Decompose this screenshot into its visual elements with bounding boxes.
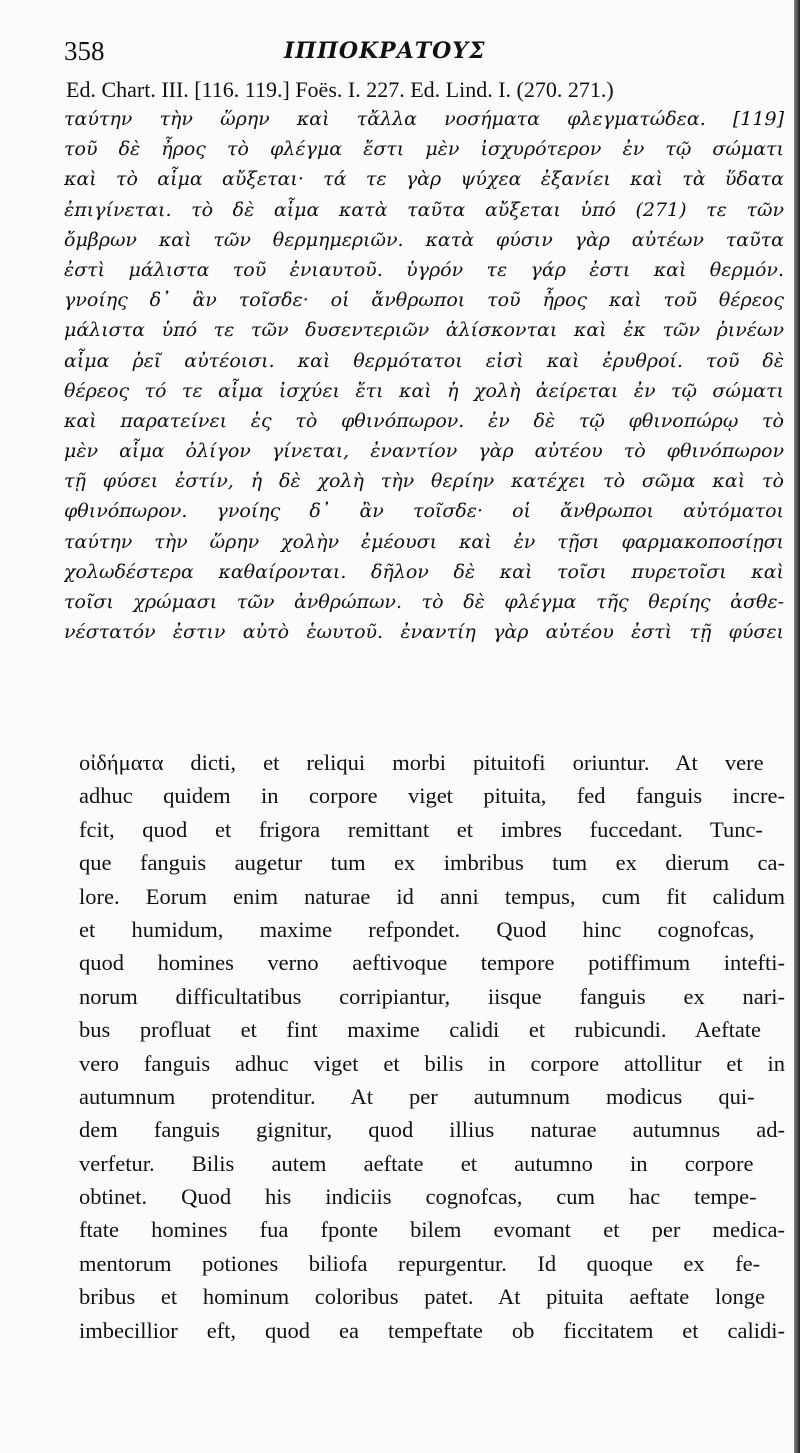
latin-text-line: bribus et hominum coloribus patet. At pituita aeftate longe	[79, 1284, 765, 1310]
latin-text-line: bus profluat et fint maxime calidi et rubicundi. Aeftate	[79, 1017, 762, 1043]
latin-text-line: mentorum potiones biliofa repurgentur. Id quoque ex fe-	[79, 1250, 761, 1276]
greek-text-line: ταύτην τὴν ὥρην καὶ τἄλλα νοσήματα φλεγματώδεα. [119]	[64, 108, 784, 130]
greek-text-line: τῇ φύσει ἐστίν, ἡ δὲ χολὴ τὴν θερίην κατέχει τὸ σῶμα καὶ τὸ	[64, 470, 784, 493]
greek-text-line: χολωδέστερα καθαίρονται. δῆλον δὲ καὶ τοῖσι πυρετοῖσι καὶ	[64, 560, 784, 583]
latin-text-line: fcit, quod et frigora remittant et imbres fuccedant. Tunc-	[79, 816, 763, 842]
latin-text-line: imbecillior eft, quod ea tempeftate ob ficcitatem et calidi-	[79, 1317, 785, 1343]
greek-text-block	[64, 104, 784, 647]
scan-edge	[794, 0, 800, 1453]
latin-text-line: adhuc quidem in corpore viget pituita, fed fanguis incre-	[79, 783, 785, 809]
latin-text-line: οἰδήματα dicti, et reliqui morbi pituitofi oriuntur. At vere	[79, 750, 764, 775]
latin-text-line: ftate homines fua fponte bilem evomant et per medica-	[79, 1217, 785, 1243]
latin-translation-block	[79, 746, 785, 1347]
greek-text-line: καὶ παρατείνει ἐς τὸ φθινόπωρον. ἐν δὲ τῷ φθινοπώρῳ τὸ	[64, 409, 784, 432]
latin-text-line: verfetur. Bilis autem aeftate et autumno in corpore	[79, 1150, 754, 1176]
greek-text-line: ἐστὶ μάλιστα τοῦ ἐνιαυτοῦ. ὑγρόν τε γάρ ἐστι καὶ θερμόν.	[64, 258, 784, 281]
latin-text-line: obtinet. Quod his indiciis cognofcas, cum hac tempe-	[79, 1184, 757, 1210]
latin-text-line: dem fanguis gignitur, quod illius naturae autumnus ad-	[79, 1117, 785, 1143]
latin-text-line: et humidum, maxime refpondet. Quod hinc cognofcas,	[79, 916, 755, 942]
latin-text-line: que fanguis augetur tum ex imbribus tum ex dierum ca-	[79, 850, 785, 876]
running-head: ΙΠΠΟΚΡΑΤΟΥΣ	[284, 38, 486, 64]
greek-text-line: ἐπιγίνεται. τὸ δὲ αἷμα κατὰ ταῦτα αὔξεται ὑπό (271) τε τῶν	[64, 198, 784, 221]
page-number: 358	[64, 36, 105, 66]
greek-text-line: φθινόπωρον. γνοίης δ᾽ ἂν τοῖσδε· οἱ ἄνθρωποι αὐτόματοι	[64, 500, 784, 523]
greek-text-line: γνοίης δ᾽ ἂν τοῖσδε· οἱ ἄνθρωποι τοῦ ἦρος καὶ τοῦ θέρεος	[64, 289, 784, 312]
latin-text-line: vero fanguis adhuc viget et bilis in corpore attollitur et in	[79, 1050, 785, 1076]
latin-text-line: autumnum protenditur. At per autumnum modicus qui-	[79, 1083, 755, 1109]
latin-text-line: norum difficultatibus corripiantur, iisque fanguis ex nari-	[79, 983, 785, 1009]
greek-text-line: καὶ τὸ αἷμα αὔξεται· τά τε γὰρ ψύχεα ἐξανίει καὶ τὰ ὕδατα	[64, 168, 784, 191]
greek-text-line: τοῖσι χρώμασι τῶν ἀνθρώπων. τὸ δὲ φλέγμα τῆς θερίης ἀσθε-	[64, 591, 784, 613]
edition-references: Ed. Chart. III. [116. 119.] Foës. I. 227. Ed. Lind. I. (270. 271.)	[66, 77, 614, 102]
latin-text-line: lore. Eorum enim naturae id anni tempus, cum fit calidum	[79, 883, 785, 909]
greek-text-line: αἷμα ῥεῖ αὐτέοισι. καὶ θερμότατοι εἰσὶ καὶ ἐρυθροί. τοῦ δὲ	[64, 349, 784, 372]
page-header	[64, 34, 704, 68]
greek-text-line: μάλιστα ὑπό τε τῶν δυσεντεριῶν ἁλίσκονται καὶ ἐκ τῶν ῥινέων	[64, 319, 784, 342]
greek-text-line: θέρεος τό τε αἷμα ἰσχύει ἔτι καὶ ἡ χολὴ ἀείρεται ἐν τῷ σώματι	[64, 379, 784, 402]
greek-text-line: τοῦ δὲ ἦρος τὸ φλέγμα ἔστι μὲν ἰσχυρότερον ἐν τῷ σώματι	[64, 138, 784, 161]
greek-text-line: ὄμβρων καὶ τῶν θερμημεριῶν. κατὰ φύσιν γὰρ αὐτέων ταῦτα	[64, 228, 784, 251]
greek-text-line: μὲν αἷμα ὀλίγον γίνεται, ἐναντίον γὰρ αὐτέου τὸ φθινόπωρον	[64, 440, 784, 463]
greek-text-line: ταύτην τὴν ὥρην χολὴν ἐμέουσι καὶ ἐν τῇσι φαρμακοποσίῃσι	[64, 530, 784, 553]
greek-text-line: νέστατόν ἐστιν αὐτὸ ἑωυτοῦ. ἐναντίη γὰρ αὐτέου ἐστὶ τῇ φύσει	[64, 621, 784, 644]
latin-text-line: quod homines verno aeftivoque tempore potiffimum intefti-	[79, 950, 785, 976]
